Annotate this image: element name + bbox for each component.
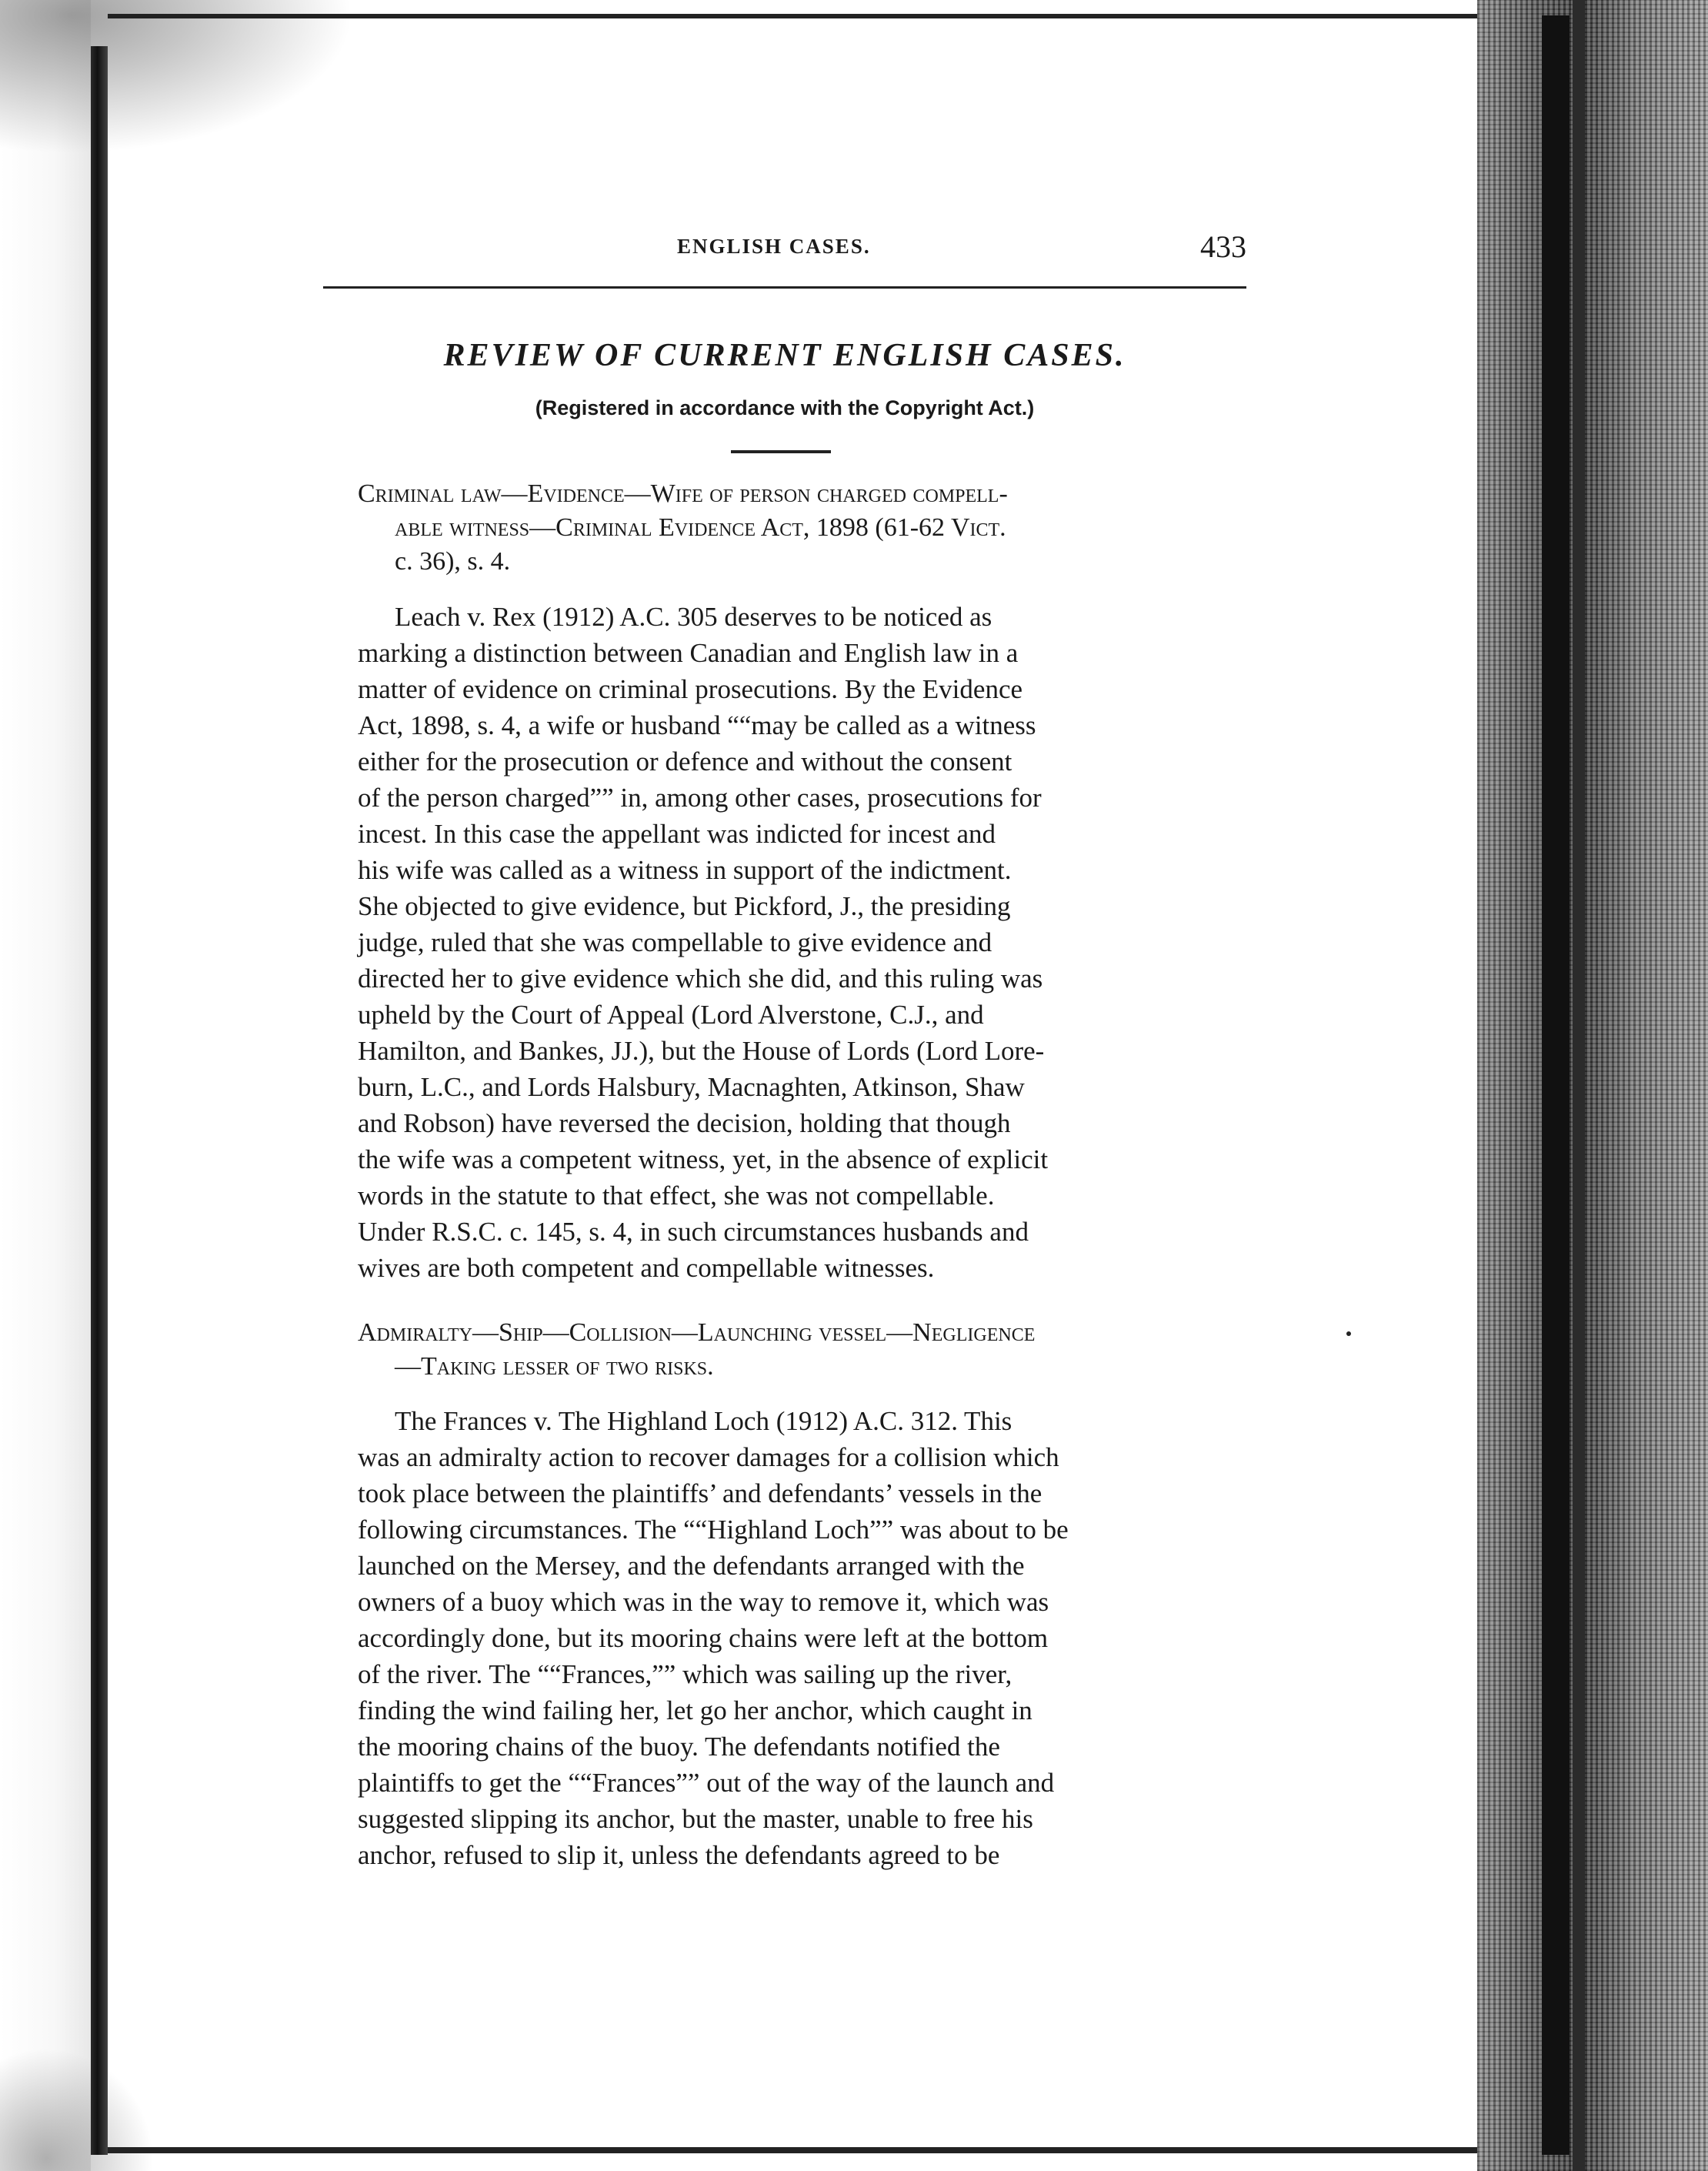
- body-line: his wife was called as a witness in support of the indictment.: [358, 855, 1012, 885]
- body-line: incest. In this case the appellant was indicted for incest and: [358, 819, 996, 849]
- body-line: matter of evidence on criminal prosecutions. By the Evidence: [358, 674, 1023, 704]
- section-1-heading: [358, 477, 1243, 579]
- scan-right-page-stack: [1477, 0, 1708, 2171]
- body-line: the wife was a competent witness, yet, in the absence of explicit: [358, 1144, 1049, 1174]
- running-head: [323, 229, 1246, 273]
- body-line: judge, ruled that she was compellable to give evidence and: [358, 927, 992, 957]
- heading-line: —Taking lesser of two risks.: [395, 1352, 714, 1381]
- title-divider: [731, 450, 831, 453]
- body-line: of the river. The ““Frances,”” which was sailing up the river,: [358, 1659, 1012, 1689]
- scan-left-edge: [91, 46, 108, 2155]
- article-title: REVIEW OF CURRENT ENGLISH CASES.: [443, 338, 1126, 373]
- copyright-notice: (Registered in accordance with the Copyright Act.): [535, 396, 1035, 419]
- body-line: of the person charged”” in, among other cases, prosecutions for: [358, 783, 1042, 813]
- body-line: wives are both competent and compellable witnesses.: [358, 1253, 935, 1283]
- heading-line: Criminal law—Evidence—Wife of person charged compell-: [358, 479, 1008, 508]
- running-title: ENGLISH CASES.: [677, 235, 871, 258]
- body-line: launched on the Mersey, and the defendants arranged with the: [358, 1551, 1025, 1581]
- body-line: Under R.S.C. c. 145, s. 4, in such circumstances husbands and: [358, 1217, 1029, 1247]
- heading-line: able witness—Criminal Evidence Act, 1898 (61-62 Vict.: [395, 513, 1006, 542]
- body-line: marking a distinction between Canadian and English law in a: [358, 638, 1019, 668]
- body-line: owners of a buoy which was in the way to remove it, which was: [358, 1587, 1049, 1617]
- scan-left-margin-shadow: [0, 0, 91, 2171]
- scan-top-edge: [108, 14, 1493, 18]
- heading-line: c. 36), s. 4.: [395, 547, 511, 576]
- scan-bottom-edge: [108, 2147, 1493, 2153]
- page-number: 433: [1200, 229, 1246, 264]
- body-line: upheld by the Court of Appeal (Lord Alverstone, C.J., and: [358, 1000, 984, 1030]
- body-line: accordingly done, but its mooring chains were left at the bottom: [358, 1623, 1049, 1653]
- section-1-body: [358, 599, 1243, 1286]
- heading-line: Admiralty—Ship—Collision—Launching vessel—Negligence: [358, 1318, 1036, 1347]
- body-line: The Frances v. The Highland Loch (1912) A.C. 312. This: [395, 1406, 1012, 1436]
- body-line: directed her to give evidence which she did, and this ruling was: [358, 964, 1043, 994]
- body-line: Leach v. Rex (1912) A.C. 305 deserves to be noticed as: [395, 602, 992, 632]
- body-line: and Robson) have reversed the decision, holding that though: [358, 1108, 1011, 1138]
- body-line: Hamilton, and Bankes, JJ.), but the House of Lords (Lord Lore-: [358, 1036, 1045, 1066]
- body-line: finding the wind failing her, let go her anchor, which caught in: [358, 1695, 1032, 1725]
- body-line: Act, 1898, s. 4, a wife or husband ““may be called as a witness: [358, 710, 1036, 740]
- body-line: She objected to give evidence, but Pickford, J., the presiding: [358, 891, 1011, 921]
- body-line: burn, L.C., and Lords Halsbury, Macnaghten, Atkinson, Shaw: [358, 1072, 1025, 1102]
- header-rule: [323, 286, 1246, 289]
- body-line: was an admiralty action to recover damages for a collision which: [358, 1442, 1059, 1472]
- scan-corner-smudge-top: [0, 0, 354, 154]
- body-line: suggested slipping its anchor, but the master, unable to free his: [358, 1804, 1033, 1834]
- body-line: anchor, refused to slip it, unless the defendants agreed to be: [358, 1840, 1000, 1870]
- body-line: the mooring chains of the buoy. The defendants notified the: [358, 1732, 1000, 1762]
- section-2-body: [358, 1403, 1243, 1873]
- body-line: following circumstances. The ““Highland Loch”” was about to be: [358, 1515, 1069, 1545]
- body-line: took place between the plaintiffs’ and defendants’ vessels in the: [358, 1478, 1042, 1508]
- body-line: either for the prosecution or defence and without the consent: [358, 746, 1012, 777]
- body-line: words in the statute to that effect, she was not compellable.: [358, 1181, 995, 1211]
- scan-right-edge: [1542, 15, 1570, 2155]
- section-2-heading: [358, 1316, 1243, 1384]
- scan-speck: [1346, 1331, 1351, 1336]
- scan-right-gutter: [1573, 0, 1585, 2171]
- body-line: plaintiffs to get the ““Frances”” out of the way of the launch and: [358, 1768, 1055, 1798]
